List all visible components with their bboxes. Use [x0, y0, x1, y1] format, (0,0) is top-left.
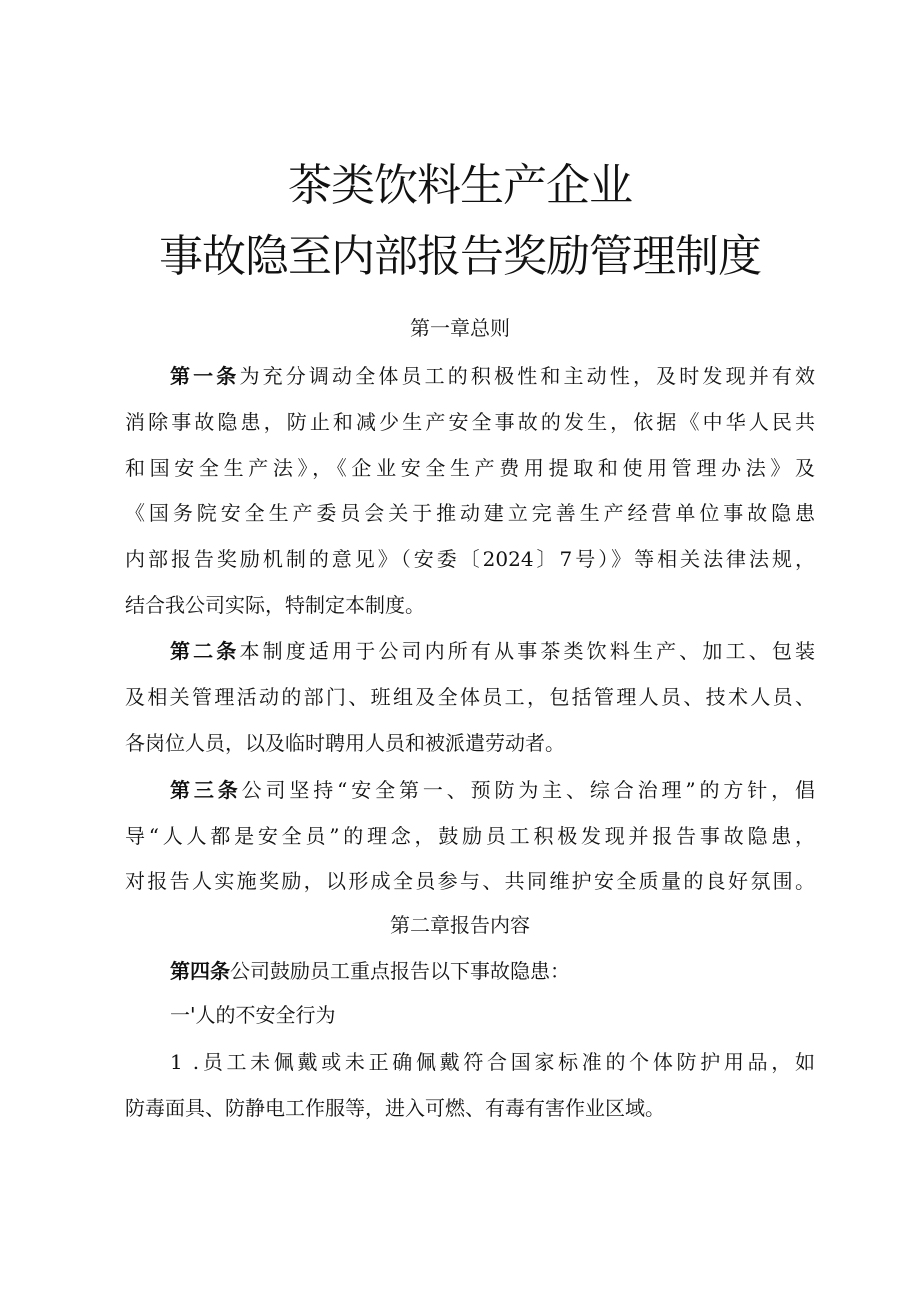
- article-1-line-6: 结合我公司实际，特制定本制度。: [125, 593, 425, 617]
- document-title-line-2: 事故隐至内部报告奖励管理制度: [159, 231, 761, 282]
- chapter-1-heading: 第一章总则: [410, 316, 510, 340]
- article-2-text: 本制度适用于公司内所有从事茶类饮料生产、加工、包装: [239, 639, 816, 663]
- article-4-label: 第四条: [170, 959, 230, 983]
- article-1-label: 第一条: [170, 364, 240, 388]
- article-2-line-2: 及相关管理活动的部门、班组及全体员工，包括管理人员、技术人员、: [125, 685, 815, 709]
- article-4-line-1: [170, 956, 815, 986]
- article-2-line-1: [170, 636, 815, 666]
- article-1-text: 为充分调动全体员工的积极性和主动性，及时发现并有效: [239, 364, 816, 388]
- article-4-text: 公司鼓励员工重点报告以下事故隐患：: [230, 959, 570, 983]
- item-1-line-1: 1 .员工未佩戴或未正确佩戴符合国家标准的个体防护用品，如: [170, 1050, 815, 1074]
- item-1-line-2: 防毒面具、防静电工作服等，进入可燃、有毒有害作业区域。: [125, 1096, 665, 1120]
- chapter-2-heading: 第二章报告内容: [390, 913, 530, 937]
- article-3-text: 公司坚持“安全第一、预防为主、综合治理”的方针，倡: [241, 778, 816, 802]
- article-1-line-5: 内部报告奖励机制的意见》（安委〔2024〕7号）》等相关法律法规，: [125, 547, 815, 571]
- article-3-line-2: 导“人人都是安全员”的理念，鼓励员工积极发现并报告事故隐患，: [125, 824, 815, 848]
- article-2-label: 第二条: [170, 639, 240, 663]
- document-title-line-1: 茶类饮料生产企业: [288, 160, 632, 211]
- article-1-line-3: 和国安全生产法》，《企业安全生产费用提取和使用管理办法》及: [125, 456, 815, 480]
- article-3-line-1: [170, 775, 815, 805]
- article-1-line-2: 消除事故隐患，防止和减少生产安全事故的发生，依据《中华人民共: [125, 410, 815, 434]
- article-2-line-3: 各岗位人员，以及临时聘用人员和被派遣劳动者。: [125, 731, 565, 755]
- article-3-label: 第三条: [170, 778, 242, 802]
- section-1-heading: 一'人的不安全行为: [170, 1003, 336, 1027]
- article-1-line-4: 《国务院安全生产委员会关于推动建立完善生产经营单位事故隐患: [125, 501, 815, 525]
- article-3-line-3: 对报告人实施奖励，以形成全员参与、共同维护安全质量的良好氛围。: [125, 869, 815, 893]
- article-1-line-1: [170, 361, 815, 391]
